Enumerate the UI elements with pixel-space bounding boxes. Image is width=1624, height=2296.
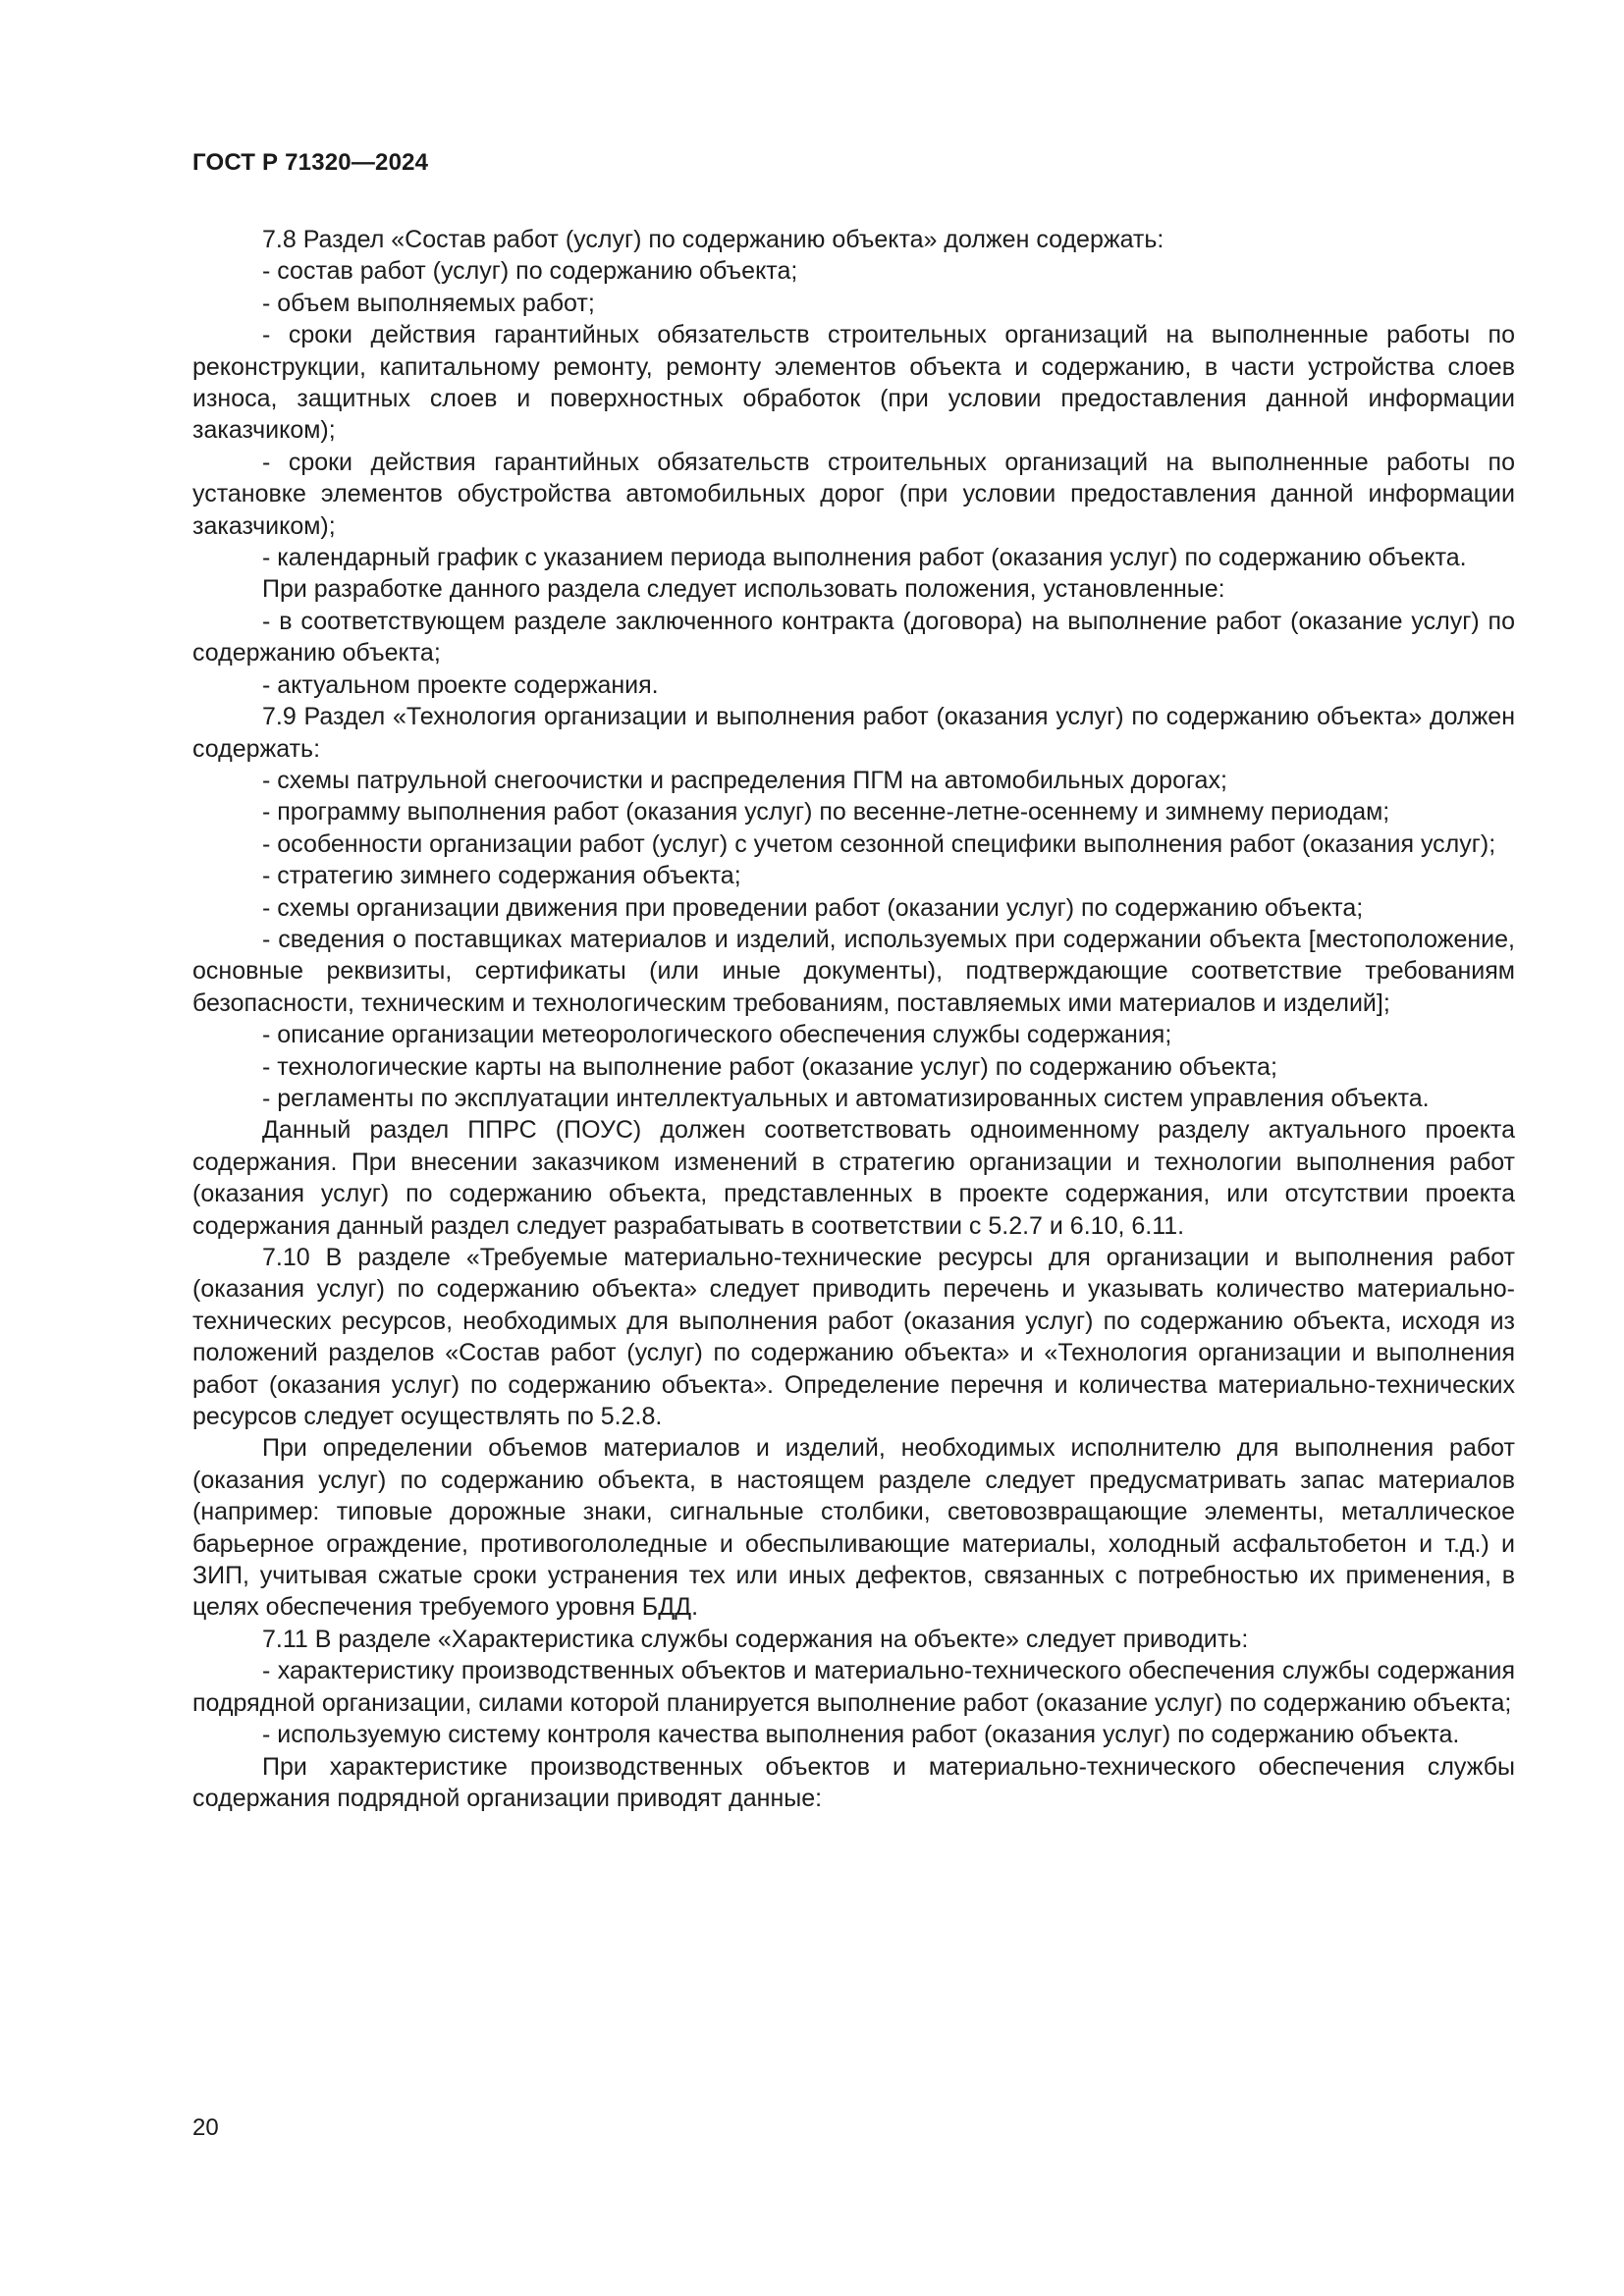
paragraph: При характеристике производственных объектов и материально-технического обеспечения службы содержания подрядной организации приводят данные: — [192, 1752, 1515, 1812]
list-item: - объем выполняемых работ; — [262, 289, 595, 317]
list-item: - характеристику производственных объектов и материально-технического обеспечения службы содержания подрядной организации, силами которой планируется выполнение работ (оказание услуг) по содержанию объекта; — [192, 1657, 1515, 1717]
list-item: - схемы патрульной снегоочистки и распределения ПГМ на автомобильных дорогах; — [262, 766, 1227, 794]
list-item: - стратегию зимнего содержания объекта; — [262, 862, 741, 890]
document-body — [192, 224, 1515, 1814]
list-item: - в соответствующем разделе заключенного контракта (договора) на выполнение работ (оказание услуг) по содержанию объекта; — [192, 607, 1515, 667]
list-item: - сроки действия гарантийных обязательств строительных организаций на выполненные работы по установке элементов обустройства автомобильных дорог (при условии предоставления данной информации заказчиком); — [192, 448, 1515, 540]
list-item: - описание организации метеорологического обеспечения службы содержания; — [262, 1021, 1172, 1049]
document-header: ГОСТ Р 71320—2024 — [192, 149, 429, 176]
list-item: - регламенты по эксплуатации интеллектуальных и автоматизированных систем управления объекта. — [262, 1084, 1430, 1112]
list-item: - схемы организации движения при проведении работ (оказании услуг) по содержанию объекта; — [262, 893, 1364, 922]
list-item: - программу выполнения работ (оказания услуг) по весенне-летне-осеннему и зимнему периодам; — [262, 798, 1390, 827]
list-item: - календарный график с указанием периода выполнения работ (оказания услуг) по содержанию объекта. — [262, 544, 1467, 572]
page-number: 20 — [192, 2114, 219, 2141]
paragraph-7-11: 7.11 В разделе «Характеристика службы содержания на объекте» следует приводить: — [262, 1625, 1249, 1653]
list-item: - технологические карты на выполнение работ (оказание услуг) по содержанию объекта; — [262, 1052, 1277, 1081]
list-item: - актуальном проекте содержания. — [262, 670, 659, 699]
paragraph: Данный раздел ППРС (ПОУС) должен соответствовать одноименному разделу актуального проекта содержания. При внесении заказчиком изменений в стратегию организации и технологии выполнения работ (оказания услуг) по содержанию объекта, представленных в проекте содержания, или отсутствии проекта содержания данный раздел следует разрабатывать в соответствии с 5.2.7 и 6.10, 6.11. — [192, 1116, 1515, 1240]
list-item: - особенности организации работ (услуг) с учетом сезонной специфики выполнения работ (оказания услуг); — [262, 829, 1496, 858]
list-item: - используемую систему контроля качества выполнения работ (оказания услуг) по содержанию объекта. — [262, 1721, 1460, 1749]
paragraph-7-10: 7.10 В разделе «Требуемые материально-технические ресурсы для организации и выполнения работ (оказания услуг) по содержанию объекта» следует приводить перечень и указывать количество материально-технических ресурсов, необходимых для выполнения работ (оказания услуг) по содержанию объекта, исходя из положений разделов «Состав работ (услуг) по содержанию объекта» и «Технология организации и выполнения работ (оказания услуг) по содержанию объекта». Определение перечня и количества материально-технических ресурсов следует осуществлять по 5.2.8. — [192, 1244, 1515, 1431]
paragraph: При разработке данного раздела следует использовать положения, установленные: — [262, 575, 1225, 604]
list-item: - сроки действия гарантийных обязательств строительных организаций на выполненные работы по реконструкции, капитальному ремонту, ремонту элементов объекта и содержанию, в части устройства слоев износа, защитных слоев и поверхностных обработок (при условии предоставления данной информации заказчиком); — [192, 321, 1515, 445]
list-item: - состав работ (услуг) по содержанию объекта; — [262, 257, 798, 286]
paragraph: При определении объемов материалов и изделий, необходимых исполнителю для выполнения работ (оказания услуг) по содержанию объекта, в настоящем разделе следует предусматривать запас материалов (например: типовые дорожные знаки, сигнальные столбики, световозвращающие элементы, металлическое барьерное ограждение, противогололедные и обеспыливающие материалы, холодный асфальтобетон и т.д.) и ЗИП, учитывая сжатые сроки устранения тех или иных дефектов, связанных с потребностью их применения, в целях обеспечения требуемого уровня БДД. — [192, 1434, 1515, 1622]
list-item: - сведения о поставщиках материалов и изделий, используемых при содержании объекта [местоположение, основные реквизиты, сертификаты (или иные документы), подтверждающие соответствие требованиям безопасности, техническим и технологическим требованиям, поставляемых ими материалов и изделий]; — [192, 925, 1515, 1017]
paragraph-7-8: 7.8 Раздел «Состав работ (услуг) по содержанию объекта» должен содержать: — [262, 226, 1164, 253]
paragraph-7-9: 7.9 Раздел «Технология организации и выполнения работ (оказания услуг) по содержанию объекта» должен содержать: — [192, 703, 1515, 763]
